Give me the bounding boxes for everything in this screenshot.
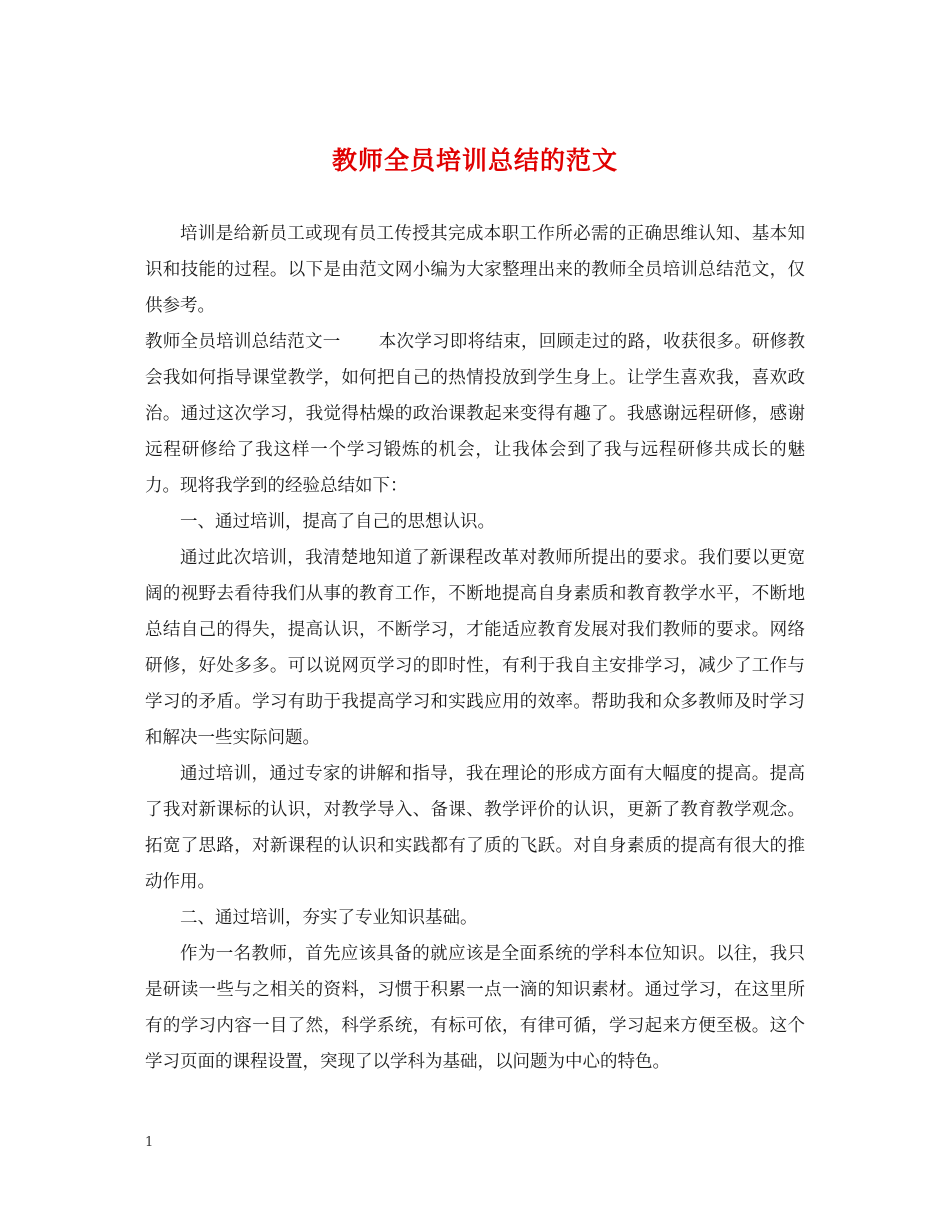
document-body xyxy=(145,216,805,1080)
document-title: 教师全员培训总结的范文 xyxy=(331,146,618,175)
page-number: 1 xyxy=(145,1135,154,1150)
heading-two: 二、通过培训，夯实了专业知识基础。 xyxy=(180,908,478,928)
paragraph-one: 通过此次培训，我清楚地知道了新课程改革对教师所提出的要求。我们要以更宽阔的视野去看待我们从事的教育工作，不断地提高自身素质和教育教学水平，不断地总结自己的得失，提高认识，不断学习，才能适应教育发展对我们教师的要求。网络研修，好处多多。可以说网页学习的即时性，有利于我自主安排学习，减少了工作与学习的矛盾。学习有助于我提高学习和实践应用的效率。帮助我和众多教师及时学习和解决一些实际问题。 xyxy=(145,548,805,748)
section-opening-text: 本次学习即将结束，回顾走过的路，收获很多。研修教会我如何指导课堂教学，如何把自己的热情投放到学生身上。让学生喜欢我，喜欢政治。通过这次学习，我觉得枯燥的政治课教起来变得有趣了。我感谢远程研修，感谢远程研修给了我这样一个学习锻炼的机会，让我体会到了我与远程研修共成长的魅力。现将我学到的经验总结如下： xyxy=(145,332,806,496)
paragraph-two: 通过培训，通过专家的讲解和指导，我在理论的形成方面有大幅度的提高。提高了我对新课标的认识，对教学导入、备课、教学评价的认识，更新了教育教学观念。拓宽了思路，对新课程的认识和实践都有了质的飞跃。对自身素质的提高有很大的推动作用。 xyxy=(145,764,805,892)
heading-one: 一、通过培训，提高了自己的思想认识。 xyxy=(180,512,495,532)
section-label: 教师全员培训总结范文一 xyxy=(145,332,341,352)
section-paragraph xyxy=(145,324,805,504)
paragraph-three: 作为一名教师，首先应该具备的就应该是全面系统的学科本位知识。以往，我只是研读一些与之相关的资料，习惯于积累一点一滴的知识素材。通过学习，在这里所有的学习内容一目了然，科学系统，有标可依，有律可循，学习起来方便至极。这个学习页面的课程设置，突现了以学科为基础，以问题为中心的特色。 xyxy=(145,944,805,1072)
intro-paragraph: 培训是给新员工或现有员工传授其完成本职工作所必需的正确思维认知、基本知识和技能的过程。以下是由范文网小编为大家整理出来的教师全员培训总结范文，仅供参考。 xyxy=(145,224,805,316)
